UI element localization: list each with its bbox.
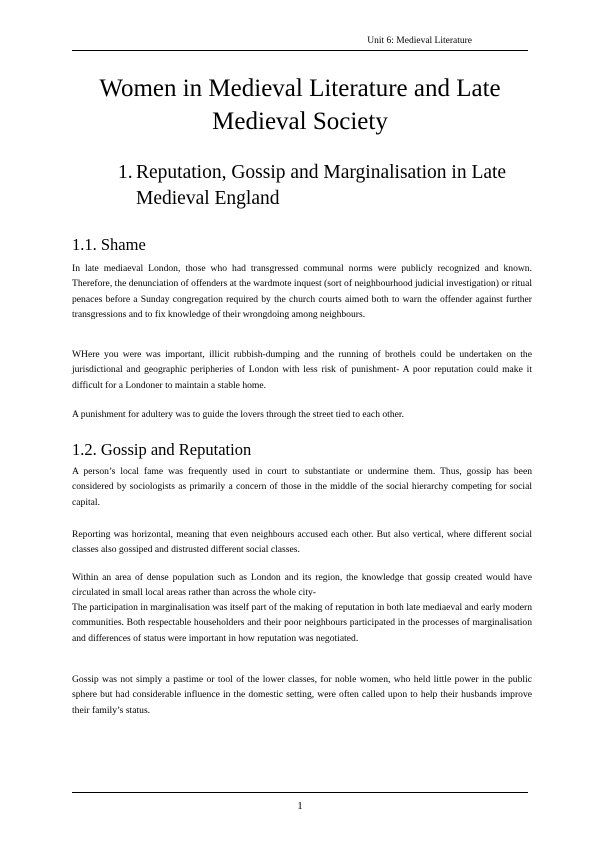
section-heading-1 — [118, 160, 560, 212]
subsection-heading-gossip: 1.2. Gossip and Reputation — [72, 440, 252, 459]
section-title: Reputation, Gossip and Marginalisation in Late Medieval England — [136, 162, 507, 209]
paragraph: Reporting was horizontal, meaning that even neighbours accused each other. But also vertical, where different social classes also gossiped and distrusted different social classes. — [72, 529, 532, 556]
document-title: Women in Medieval Literature and Late Medieval Society — [99, 75, 501, 135]
footer-divider — [72, 792, 528, 793]
paragraph: Within an area of dense population such as London and its region, the knowledge that gossip created would have circulated in small local areas rather than across the whole city- — [72, 572, 532, 599]
running-header: Unit 6: Medieval Literature — [72, 36, 528, 51]
paragraph: Gossip was not simply a pastime or tool of the lower classes, for noble women, who held little power in the public sphere but had considerable influence in the domestic setting, were often called upon to help their husbands improve their family’s status. — [72, 674, 532, 716]
paragraph: A punishment for adultery was to guide the lovers through the street tied to each other. — [72, 409, 404, 420]
page-number: 1 — [297, 800, 303, 812]
paragraph: A person’s local fame was frequently used in court to substantiate or undermine them. Thus, gossip has been considered by sociologists as primarily a concern of those in the middle of the social hierarchy competing for social capital. — [72, 466, 532, 508]
paragraph: In late mediaeval London, those who had transgressed communal norms were publicly recognized and known. Therefore, the denunciation of offenders at the wardmote inquest (sort of neighbourhood judicial investigation) or ritual penaces before a Sunday congregation required by the church courts aimed both to warn the offender against further transgressions and to fix knowledge of their wrongdoing among neighbours. — [72, 263, 532, 320]
paragraph: The participation in marginalisation was itself part of the making of reputation in both late mediaeval and early modern communities. Both respectable householders and their poor neighbours participated in the processes of marginalisation and differences of status were important in how reputation was negotiated. — [72, 602, 532, 644]
section-number: 1. — [118, 162, 133, 183]
paragraph: WHere you were was important, illicit rubbish-dumping and the running of brothels could be undertaken on the jurisdictional and geographic peripheries of London with less risk of punishment- A poor reputation could make it difficult for a Londoner to maintain a stable home. — [72, 349, 532, 391]
subsection-heading-shame: 1.1. Shame — [72, 235, 146, 254]
